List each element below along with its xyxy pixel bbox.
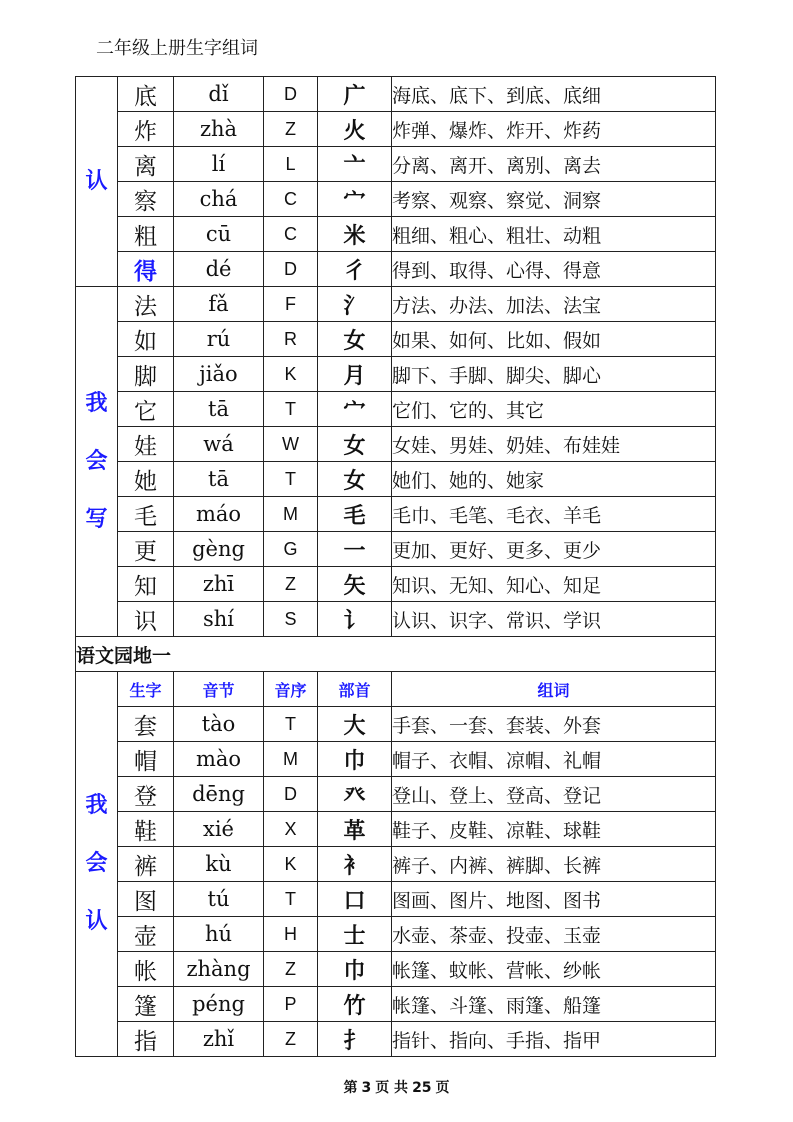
- document-header: 二年级上册生字组词: [96, 38, 258, 59]
- radical-cell: 士: [318, 917, 392, 952]
- section-label-char: 认: [85, 168, 108, 194]
- section-divider: 语文园地一: [76, 637, 716, 672]
- radical-cell: 氵: [318, 287, 392, 322]
- pinyin-cell: gèng: [174, 532, 264, 567]
- table-row: [76, 952, 716, 987]
- table-row: [76, 217, 716, 252]
- letter-cell: H: [264, 917, 318, 952]
- pinyin-cell: dēng: [174, 777, 264, 812]
- words-cell: 手套、一套、套装、外套: [392, 707, 716, 742]
- pinyin-cell: shí: [174, 602, 264, 637]
- radical-cell: 大: [318, 707, 392, 742]
- table-row: [76, 602, 716, 637]
- char-cell: 登: [118, 777, 174, 812]
- radical-cell: 癶: [318, 777, 392, 812]
- pinyin-cell: tú: [174, 882, 264, 917]
- char-cell: 鞋: [118, 812, 174, 847]
- char-cell: 帽: [118, 742, 174, 777]
- table-row: [76, 112, 716, 147]
- letter-cell: K: [264, 847, 318, 882]
- radical-cell: 竹: [318, 987, 392, 1022]
- letter-cell: D: [264, 252, 318, 287]
- table-row: [76, 322, 716, 357]
- section-label-char: 认: [85, 909, 108, 934]
- char-cell: 帐: [118, 952, 174, 987]
- column-header-row: [76, 672, 716, 707]
- pinyin-cell: chá: [174, 182, 264, 217]
- letter-cell: L: [264, 147, 318, 182]
- char-cell: 图: [118, 882, 174, 917]
- table-row: [76, 427, 716, 462]
- letter-cell: G: [264, 532, 318, 567]
- footer-total-pages: 25: [412, 1080, 432, 1096]
- words-cell: 更加、更好、更多、更少: [392, 532, 716, 567]
- char-cell: 娃: [118, 427, 174, 462]
- char-cell: 壶: [118, 917, 174, 952]
- char-cell: 裤: [118, 847, 174, 882]
- words-cell: 登山、登上、登高、登记: [392, 777, 716, 812]
- char-cell: 它: [118, 392, 174, 427]
- vocab-table: [75, 76, 716, 1057]
- radical-cell: 口: [318, 882, 392, 917]
- footer-pre: 第: [343, 1080, 358, 1096]
- pinyin-cell: zhǐ: [174, 1022, 264, 1057]
- column-header-radical: 部首: [318, 672, 392, 707]
- radical-cell: 亠: [318, 147, 392, 182]
- radical-cell: 矢: [318, 567, 392, 602]
- char-cell: 毛: [118, 497, 174, 532]
- section-label-char: 会: [85, 851, 108, 876]
- radical-cell: 广: [318, 77, 392, 112]
- words-cell: 帽子、衣帽、凉帽、礼帽: [392, 742, 716, 777]
- words-cell: 知识、无知、知心、知足: [392, 567, 716, 602]
- page-footer: [0, 1077, 793, 1097]
- table-row: [76, 287, 716, 322]
- pinyin-cell: rú: [174, 322, 264, 357]
- letter-cell: R: [264, 322, 318, 357]
- letter-cell: M: [264, 497, 318, 532]
- radical-cell: 扌: [318, 1022, 392, 1057]
- footer-page-number: 3: [361, 1080, 372, 1096]
- letter-cell: S: [264, 602, 318, 637]
- char-cell: 如: [118, 322, 174, 357]
- footer-post: 页: [435, 1080, 450, 1096]
- pinyin-cell: hú: [174, 917, 264, 952]
- letter-cell: D: [264, 777, 318, 812]
- table-row: [76, 567, 716, 602]
- letter-cell: W: [264, 427, 318, 462]
- pinyin-cell: lí: [174, 147, 264, 182]
- radical-cell: 宀: [318, 392, 392, 427]
- letter-cell: Z: [264, 952, 318, 987]
- table-row: [76, 147, 716, 182]
- pinyin-cell: zhàng: [174, 952, 264, 987]
- section-divider-row: [76, 637, 716, 672]
- words-cell: 粗细、粗心、粗壮、动粗: [392, 217, 716, 252]
- words-cell: 指针、指向、手指、指甲: [392, 1022, 716, 1057]
- letter-cell: P: [264, 987, 318, 1022]
- pinyin-cell: máo: [174, 497, 264, 532]
- column-header-letter: 音序: [264, 672, 318, 707]
- pinyin-cell: zhà: [174, 112, 264, 147]
- char-cell: 知: [118, 567, 174, 602]
- column-header-words: 组词: [392, 672, 716, 707]
- pinyin-cell: tào: [174, 707, 264, 742]
- pinyin-cell: xié: [174, 812, 264, 847]
- table-row: [76, 847, 716, 882]
- pinyin-cell: kù: [174, 847, 264, 882]
- radical-cell: 巾: [318, 742, 392, 777]
- table-row: [76, 707, 716, 742]
- radical-cell: 火: [318, 112, 392, 147]
- letter-cell: X: [264, 812, 318, 847]
- table-row: [76, 917, 716, 952]
- radical-cell: 一: [318, 532, 392, 567]
- table-row: [76, 252, 716, 287]
- char-cell: 粗: [118, 217, 174, 252]
- radical-cell: 毛: [318, 497, 392, 532]
- letter-cell: T: [264, 392, 318, 427]
- letter-cell: C: [264, 182, 318, 217]
- char-cell: 更: [118, 532, 174, 567]
- radical-cell: 革: [318, 812, 392, 847]
- table-row: [76, 497, 716, 532]
- radical-cell: 宀: [318, 182, 392, 217]
- table-row: [76, 987, 716, 1022]
- words-cell: 鞋子、皮鞋、凉鞋、球鞋: [392, 812, 716, 847]
- pinyin-cell: zhī: [174, 567, 264, 602]
- pinyin-cell: tā: [174, 462, 264, 497]
- table-row: [76, 1022, 716, 1057]
- table-row: [76, 182, 716, 217]
- radical-cell: 彳: [318, 252, 392, 287]
- words-cell: 炸弹、爆炸、炸开、炸药: [392, 112, 716, 147]
- radical-cell: 衤: [318, 847, 392, 882]
- words-cell: 毛巾、毛笔、毛衣、羊毛: [392, 497, 716, 532]
- words-cell: 帐篷、斗篷、雨篷、船篷: [392, 987, 716, 1022]
- pinyin-cell: dǐ: [174, 77, 264, 112]
- words-cell: 如果、如何、比如、假如: [392, 322, 716, 357]
- radical-cell: 巾: [318, 952, 392, 987]
- table-row: [76, 392, 716, 427]
- words-cell: 它们、它的、其它: [392, 392, 716, 427]
- char-cell: 察: [118, 182, 174, 217]
- table-row: [76, 77, 716, 112]
- pinyin-cell: jiǎo: [174, 357, 264, 392]
- words-cell: 得到、取得、心得、得意: [392, 252, 716, 287]
- letter-cell: F: [264, 287, 318, 322]
- char-cell: 离: [118, 147, 174, 182]
- section-label: [76, 77, 118, 287]
- radical-cell: 女: [318, 322, 392, 357]
- words-cell: 帐篷、蚊帐、营帐、纱帐: [392, 952, 716, 987]
- table-row: [76, 462, 716, 497]
- words-cell: 脚下、手脚、脚尖、脚心: [392, 357, 716, 392]
- words-cell: 海底、底下、到底、底细: [392, 77, 716, 112]
- pinyin-cell: péng: [174, 987, 264, 1022]
- table-row: [76, 777, 716, 812]
- section-label-char: 会: [85, 448, 108, 474]
- char-cell: 套: [118, 707, 174, 742]
- table-row: [76, 882, 716, 917]
- table-row: [76, 532, 716, 567]
- column-header-char: 生字: [118, 672, 174, 707]
- words-cell: 方法、办法、加法、法宝: [392, 287, 716, 322]
- char-cell: 法: [118, 287, 174, 322]
- pinyin-cell: tā: [174, 392, 264, 427]
- pinyin-cell: cū: [174, 217, 264, 252]
- letter-cell: K: [264, 357, 318, 392]
- pinyin-cell: mào: [174, 742, 264, 777]
- table-row: [76, 812, 716, 847]
- words-cell: 分离、离开、离别、离去: [392, 147, 716, 182]
- table-row: [76, 357, 716, 392]
- letter-cell: C: [264, 217, 318, 252]
- char-cell: 底: [118, 77, 174, 112]
- words-cell: 考察、观察、察觉、洞察: [392, 182, 716, 217]
- radical-cell: 米: [318, 217, 392, 252]
- section-label-char: 我: [85, 793, 108, 818]
- section-label: [76, 287, 118, 637]
- radical-cell: 女: [318, 462, 392, 497]
- pinyin-cell: fǎ: [174, 287, 264, 322]
- pinyin-cell: wá: [174, 427, 264, 462]
- words-cell: 女娃、男娃、奶娃、布娃娃: [392, 427, 716, 462]
- letter-cell: T: [264, 882, 318, 917]
- section-label: [76, 672, 118, 1057]
- char-cell: 脚: [118, 357, 174, 392]
- letter-cell: T: [264, 462, 318, 497]
- letter-cell: Z: [264, 567, 318, 602]
- table-row: [76, 742, 716, 777]
- char-cell: 指: [118, 1022, 174, 1057]
- letter-cell: T: [264, 707, 318, 742]
- letter-cell: Z: [264, 1022, 318, 1057]
- words-cell: 水壶、茶壶、投壶、玉壶: [392, 917, 716, 952]
- letter-cell: Z: [264, 112, 318, 147]
- words-cell: 图画、图片、地图、图书: [392, 882, 716, 917]
- section-label-char: 写: [85, 506, 108, 532]
- section-label-char: 我: [85, 390, 108, 416]
- char-cell: 炸: [118, 112, 174, 147]
- char-cell: 得: [118, 252, 174, 287]
- words-cell: 裤子、内裤、裤脚、长裤: [392, 847, 716, 882]
- char-cell: 她: [118, 462, 174, 497]
- footer-mid: 页 共: [375, 1080, 409, 1096]
- words-cell: 她们、她的、她家: [392, 462, 716, 497]
- char-cell: 识: [118, 602, 174, 637]
- column-header-pinyin: 音节: [174, 672, 264, 707]
- letter-cell: D: [264, 77, 318, 112]
- words-cell: 认识、识字、常识、学识: [392, 602, 716, 637]
- pinyin-cell: dé: [174, 252, 264, 287]
- radical-cell: 月: [318, 357, 392, 392]
- letter-cell: M: [264, 742, 318, 777]
- char-cell: 篷: [118, 987, 174, 1022]
- radical-cell: 讠: [318, 602, 392, 637]
- radical-cell: 女: [318, 427, 392, 462]
